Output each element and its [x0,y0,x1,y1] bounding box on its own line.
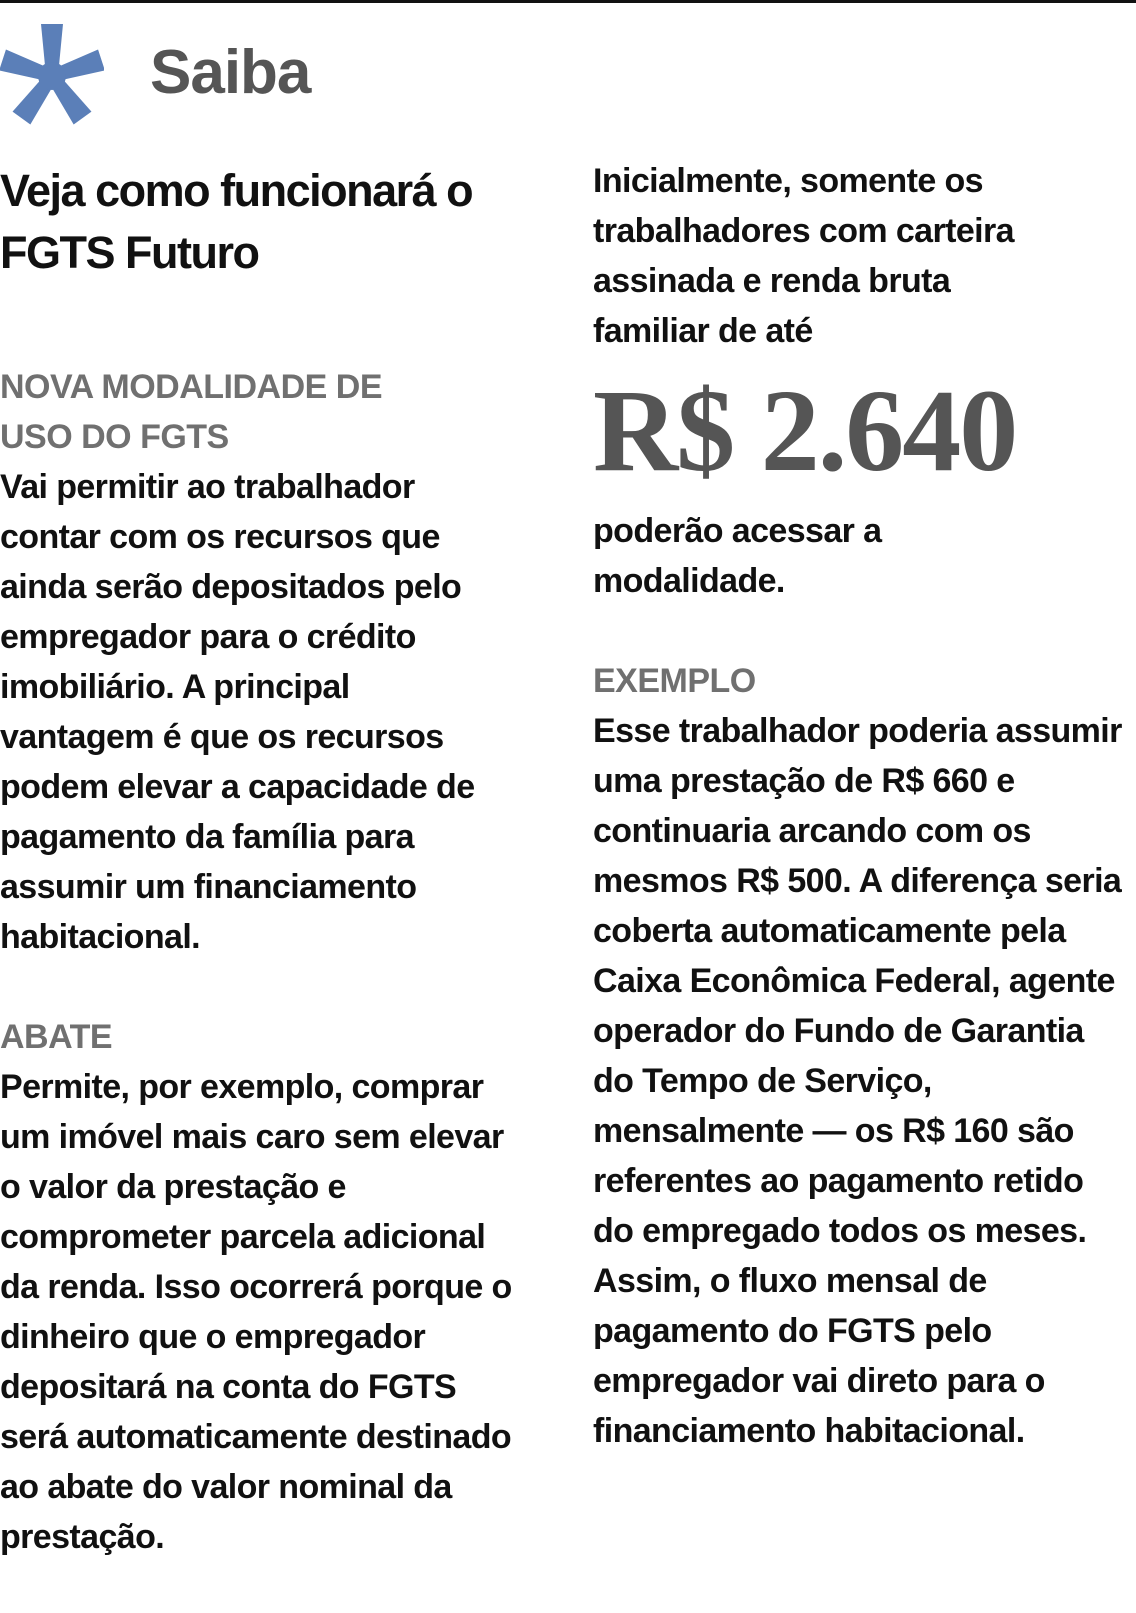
asterisk-icon [0,24,104,128]
headline: Veja como funcionará o FGTS Futuro [0,165,473,278]
section-kicker: EXEMPLO [593,662,756,700]
top-rule [0,0,1136,3]
section-nova-modalidade [0,362,500,962]
section-text: Vai permitir ao trabalhador contar com os recursos que ainda serão depositados pelo empregador para o crédito imobiliário. A principal vantagem é que os recursos podem elevar a capacidade de pagamento da família para assumir um financiamento habitacional. [0,468,475,956]
left-column [0,160,540,1562]
section-abate [0,1012,515,1562]
outro-text: poderão acessar a modalidade. [593,512,882,600]
section-text: Esse trabalhador poderia assumir uma prestação de R$ 660 e continuaria arcando com os mesmos R$ 500. A diferença seria coberta automaticamente pela Caixa Econômica Federal, agente operador do Fundo de Garantia do Tempo de Serviço, mensalmente — os R$ 160 são referentes ao pagamento retido do empregado todos os meses. Assim, o fluxo mensal de pagamento do FGTS pelo empregador vai direto para o financiamento habitacional. [593,712,1122,1450]
section-exemplo [593,656,1123,1456]
section-kicker: NOVA MODALIDADE DE USO DO FGTS [0,368,382,456]
brand-title: Saiba [150,38,311,107]
highlight-value: R$ 2.640 [593,365,1017,496]
intro-text: Inicialmente, somente os trabalhadores com carteira assinada e renda bruta familiar de até [593,162,1014,350]
section-kicker: ABATE [0,1018,113,1056]
section-text: Permite, por exemplo, comprar um imóvel mais caro sem elevar o valor da prestação e comprometer parcela adicional da renda. Isso ocorrerá porque o dinheiro que o empregador depositará na conta do FGTS será automaticamente destinado ao abate do valor nominal da prestação. [0,1068,512,1556]
right-column [593,160,1136,1456]
